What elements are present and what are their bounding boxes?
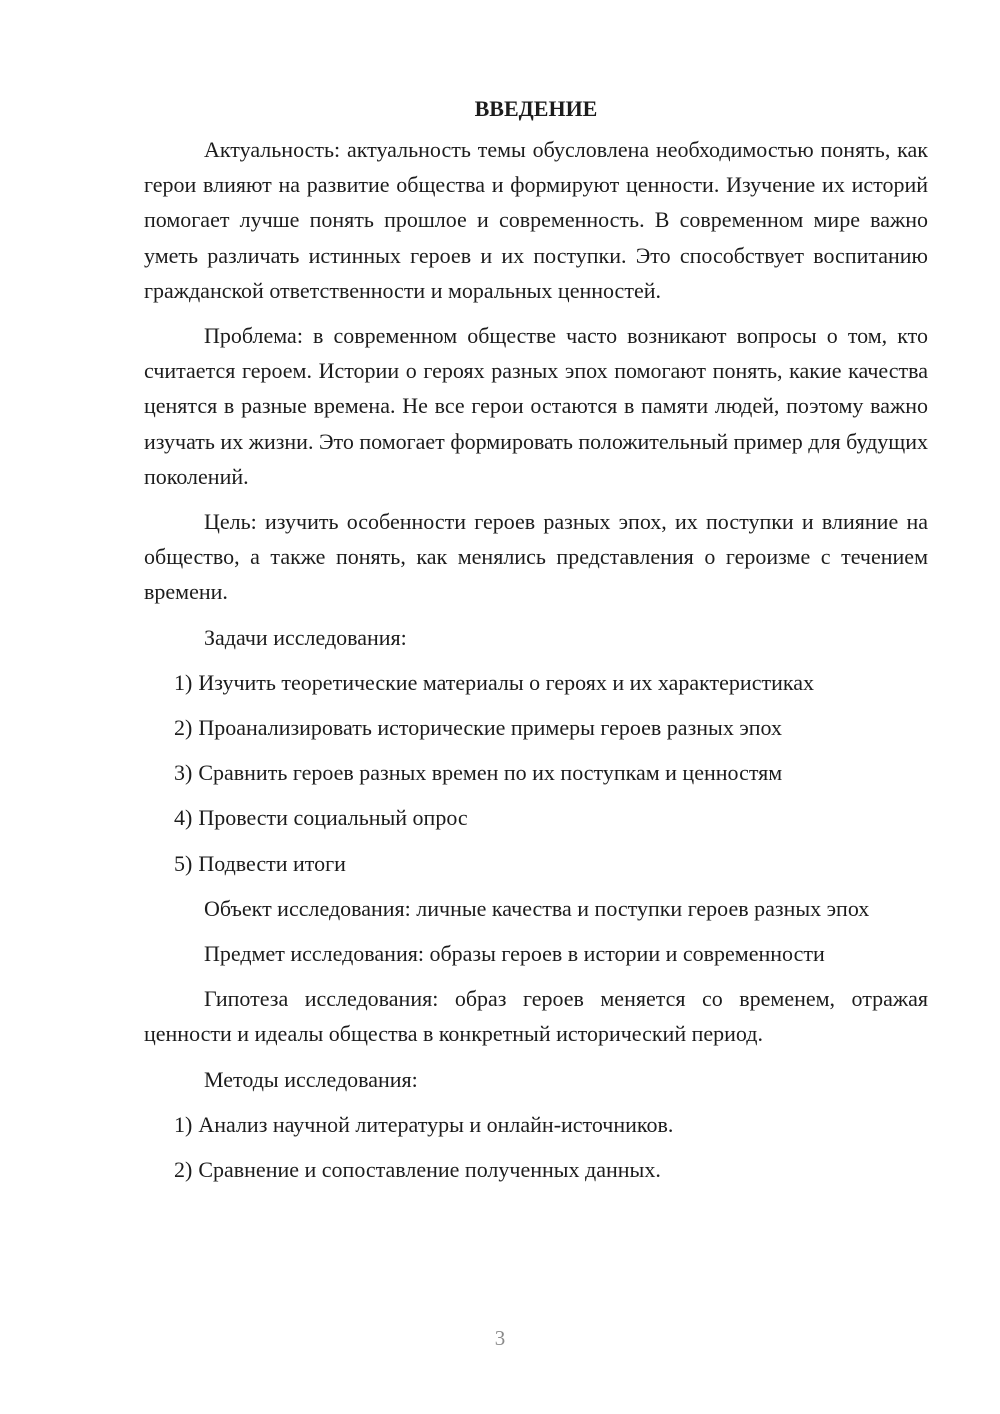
list-item-text: Сравнение и сопоставление полученных данных.	[198, 1157, 661, 1183]
tasks-heading: Задачи исследования:	[204, 624, 407, 650]
list-item-text: Подвести итоги	[198, 850, 346, 876]
list-item-number: 1)	[174, 1111, 193, 1137]
list-item	[144, 665, 928, 700]
list-item	[144, 1152, 928, 1187]
subject-paragraph: Предмет исследования: образы героев в истории и современности	[204, 941, 825, 967]
problem-paragraph: Проблема: в современном обществе часто возникают вопросы о том, кто считается героем. Истории о героях разных эпох помогают понять, какие качества ценятся в разные времена. Не все герои остаются в памяти людей, поэтому важно изучать их жизни. Это помогает формировать положительный пример для будущих поколений.	[144, 323, 928, 489]
list-item	[144, 800, 928, 835]
list-item	[144, 755, 928, 790]
list-item-number: 2)	[174, 1157, 193, 1183]
list-item-text: Изучить теоретические материалы о героях и их характеристиках	[198, 669, 814, 695]
list-item	[144, 710, 928, 745]
object-paragraph: Объект исследования: личные качества и поступки героев разных эпох	[204, 895, 870, 921]
page-number: 3	[494, 1326, 506, 1350]
document-page	[144, 94, 928, 1197]
relevance-paragraph: Актуальность: актуальность темы обусловлена необходимостью понять, как герои влияют на развитие общества и формируют ценности. Изучение их историй помогает лучше понять прошлое и современность. В современном мире важно уметь различать истинных героев и их поступки. Это способствует воспитанию гражданской ответственности и моральных ценностей.	[144, 137, 928, 303]
list-item-number: 3)	[174, 760, 193, 786]
hypothesis-paragraph: Гипотеза исследования: образ героев меняется со временем, отражая ценности и идеалы общества в конкретный исторический период.	[144, 986, 928, 1047]
list-item-text: Провести социальный опрос	[198, 805, 468, 831]
list-item-text: Сравнить героев разных времен по их поступкам и ценностям	[198, 760, 783, 786]
page-title: ВВЕДЕНИЕ	[474, 96, 598, 121]
methods-heading: Методы исследования:	[204, 1066, 418, 1092]
tasks-list	[144, 665, 928, 881]
list-item-number: 4)	[174, 805, 193, 831]
methods-list	[144, 1107, 928, 1187]
list-item-number: 2)	[174, 715, 193, 741]
list-item-number: 5)	[174, 850, 193, 876]
list-item	[144, 846, 928, 881]
list-item-text: Анализ научной литературы и онлайн-источников.	[198, 1111, 674, 1137]
goal-paragraph: Цель: изучить особенности героев разных эпох, их поступки и влияние на общество, а также понять, как менялись представления о героизме с течением времени.	[144, 509, 928, 605]
list-item-text: Проанализировать исторические примеры героев разных эпох	[198, 715, 782, 741]
list-item-number: 1)	[174, 669, 193, 695]
list-item	[144, 1107, 928, 1142]
